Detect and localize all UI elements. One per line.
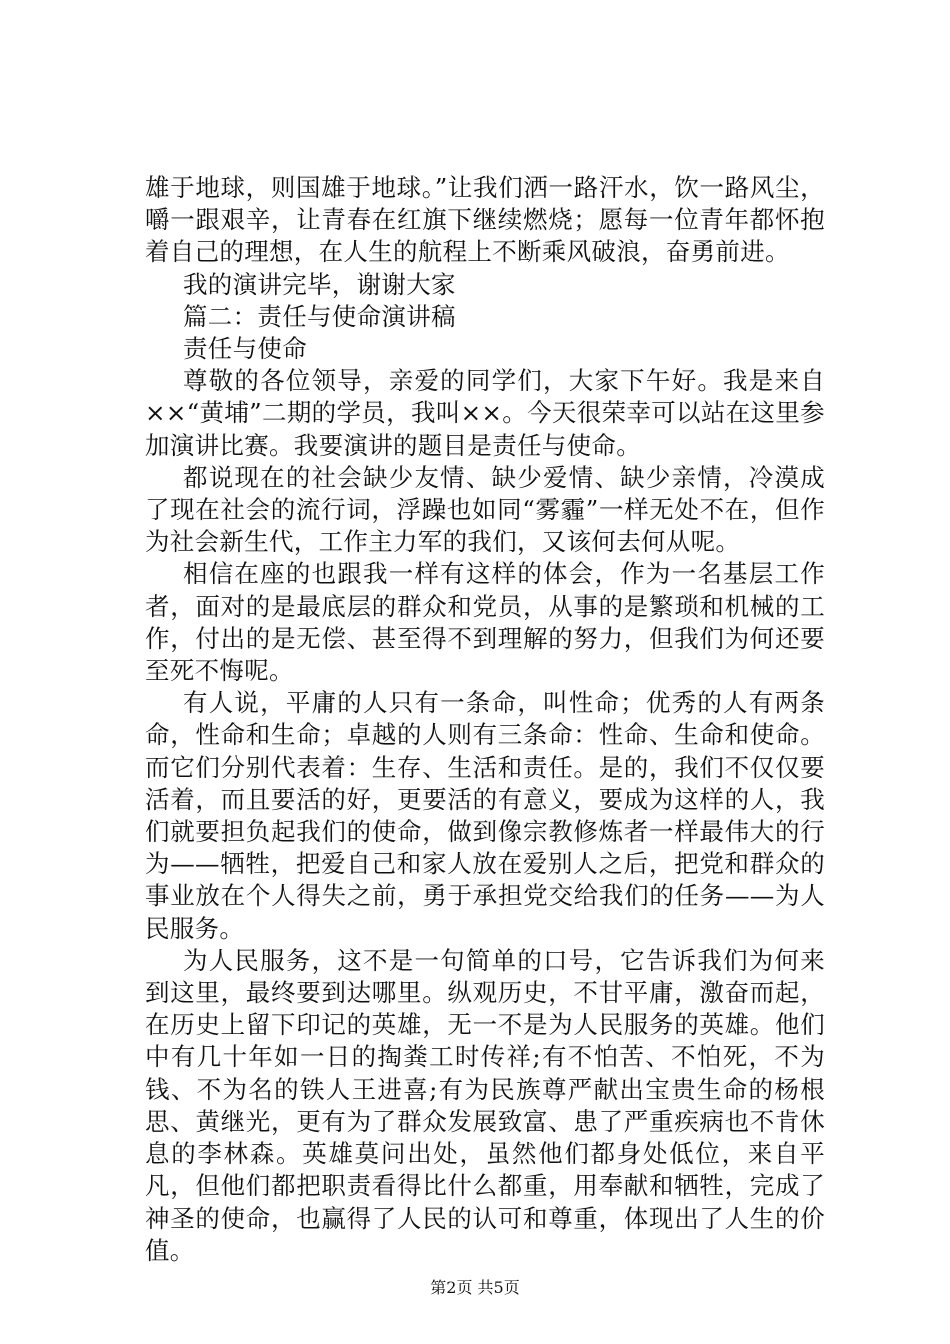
paragraph-1: 雄于地球，则国雄于地球。”让我们洒一路汗水，饮一路风尘，嚼一跟艰辛，让青春在红旗下继续燃烧；愿每一位青年都怀抱着自己的理想，在人生的航程上不断乘风破浪，奋勇前进。 [145, 173, 825, 267]
paragraph-6: 都说现在的社会缺少友情、缺少爱情、缺少亲情，冷漠成了现在社会的流行词，浮躁也如同“雾霾”一样无处不在，但作为社会新生代，工作主力军的我们，又该何去何从呢。 [145, 462, 825, 557]
paragraph-8: 有人说，平庸的人只有一条命，叫性命；优秀的人有两条命，性命和生命；卓越的人则有三条命：性命、生命和使命。而它们分别代表着：生存、生活和责任。是的，我们不仅仅要活着，而且要活的好，更要活的有意义，要成为这样的人，我们就要担负起我们的使命，做到像宗教修炼者一样最伟大的行为——牺牲，把爱自己和家人放在爱别人之后，把党和群众的事业放在个人得失之前，勇于承担党交给我们的任务——为人民服务。 [145, 688, 825, 943]
paragraph-2: 我的演讲完毕，谢谢大家 [183, 269, 456, 299]
section-heading: 篇二：责任与使命演讲稿 [183, 301, 456, 331]
paragraph-7: 相信在座的也跟我一样有这样的体会，作为一名基层工作者，面对的是最底层的群众和党员，从事的是繁琐和机械的工作，付出的是无偿、甚至得不到理解的努力，但我们为何还要至死不悔呢。 [145, 559, 825, 686]
document-body [145, 172, 825, 1267]
speech-title: 责任与使命 [183, 334, 307, 364]
paragraph-9: 为人民服务，这不是一句简单的口号，它告诉我们为何来到这里，最终要到达哪里。纵观历史，不甘平庸，激奋而起，在历史上留下印记的英雄，无一不是为人民服务的英雄。他们中有几十年如一日的掏粪工时传祥;有不怕苦、不怕死，不为钱、不为名的铁人王进喜;有为民族尊严献出宝贵生命的杨根思、黄继光，更有为了群众发展致富、患了严重疾病也不肯休息的李林森。英雄莫问出处，虽然他们都身处低位，来自平凡，但他们都把职责看得比什么都重，用奉献和牺牲，完成了神圣的使命，也赢得了人民的认可和尊重，体现出了人生的价值。 [145, 945, 825, 1265]
page-number-footer: 第2页 共5页 [430, 1278, 520, 1297]
paragraph-5: 尊敬的各位领导，亲爱的同学们，大家下午好。我是来自××“黄埔”二期的学员，我叫××。今天很荣幸可以站在这里参加演讲比赛。我要演讲的题目是责任与使命。 [145, 366, 825, 460]
